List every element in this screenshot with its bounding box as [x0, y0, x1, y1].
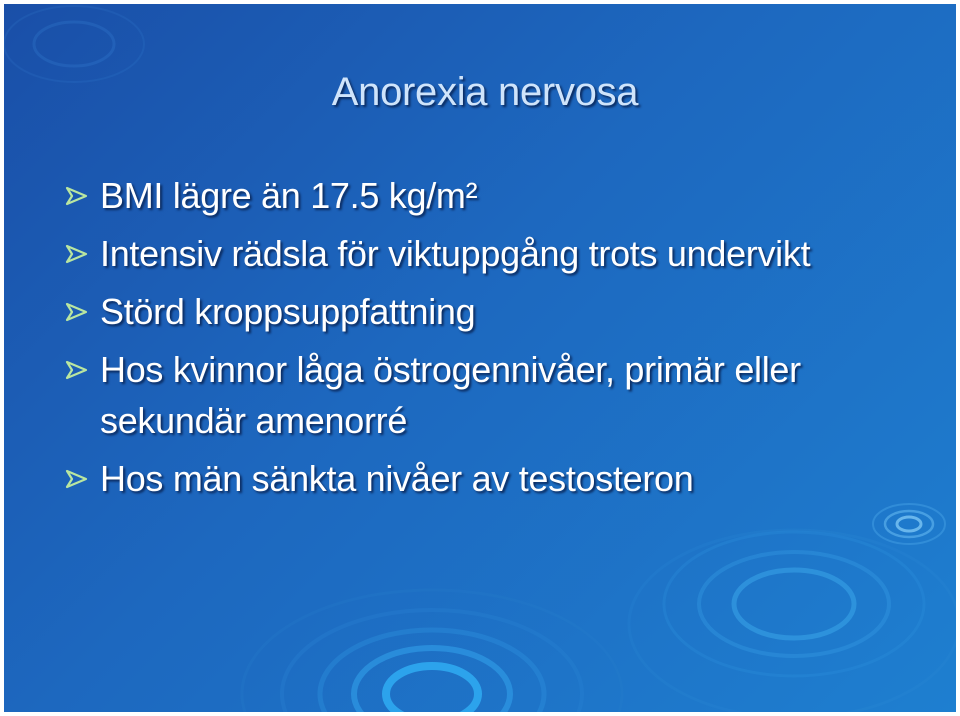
bullet-item: [64, 453, 924, 504]
bullet-text: Störd kroppsuppfattning: [100, 291, 476, 332]
arrowhead-bullet-icon: [64, 469, 90, 489]
bullet-list: [64, 170, 924, 511]
slide: [4, 4, 956, 712]
arrowhead-bullet-icon: [64, 244, 90, 264]
arrowhead-bullet-icon: [64, 360, 90, 380]
bullet-item: [64, 170, 924, 221]
slide-title: Anorexia nervosa: [331, 70, 639, 114]
bullet-text: BMI lägre än 17.5 kg/m²: [100, 175, 478, 216]
arrowhead-bullet-icon: [64, 186, 90, 206]
bullet-text: Hos kvinnor låga östrogennivåer, primär eller sekundär amenorré: [100, 349, 801, 441]
bullet-text: Intensiv rädsla för viktuppgång trots undervikt: [100, 233, 811, 274]
arrowhead-bullet-icon: [64, 302, 90, 322]
bullet-item: [64, 228, 924, 279]
bullet-text: Hos män sänkta nivåer av testosteron: [100, 458, 694, 499]
bullet-item: [64, 286, 924, 337]
bullet-item: [64, 344, 924, 446]
